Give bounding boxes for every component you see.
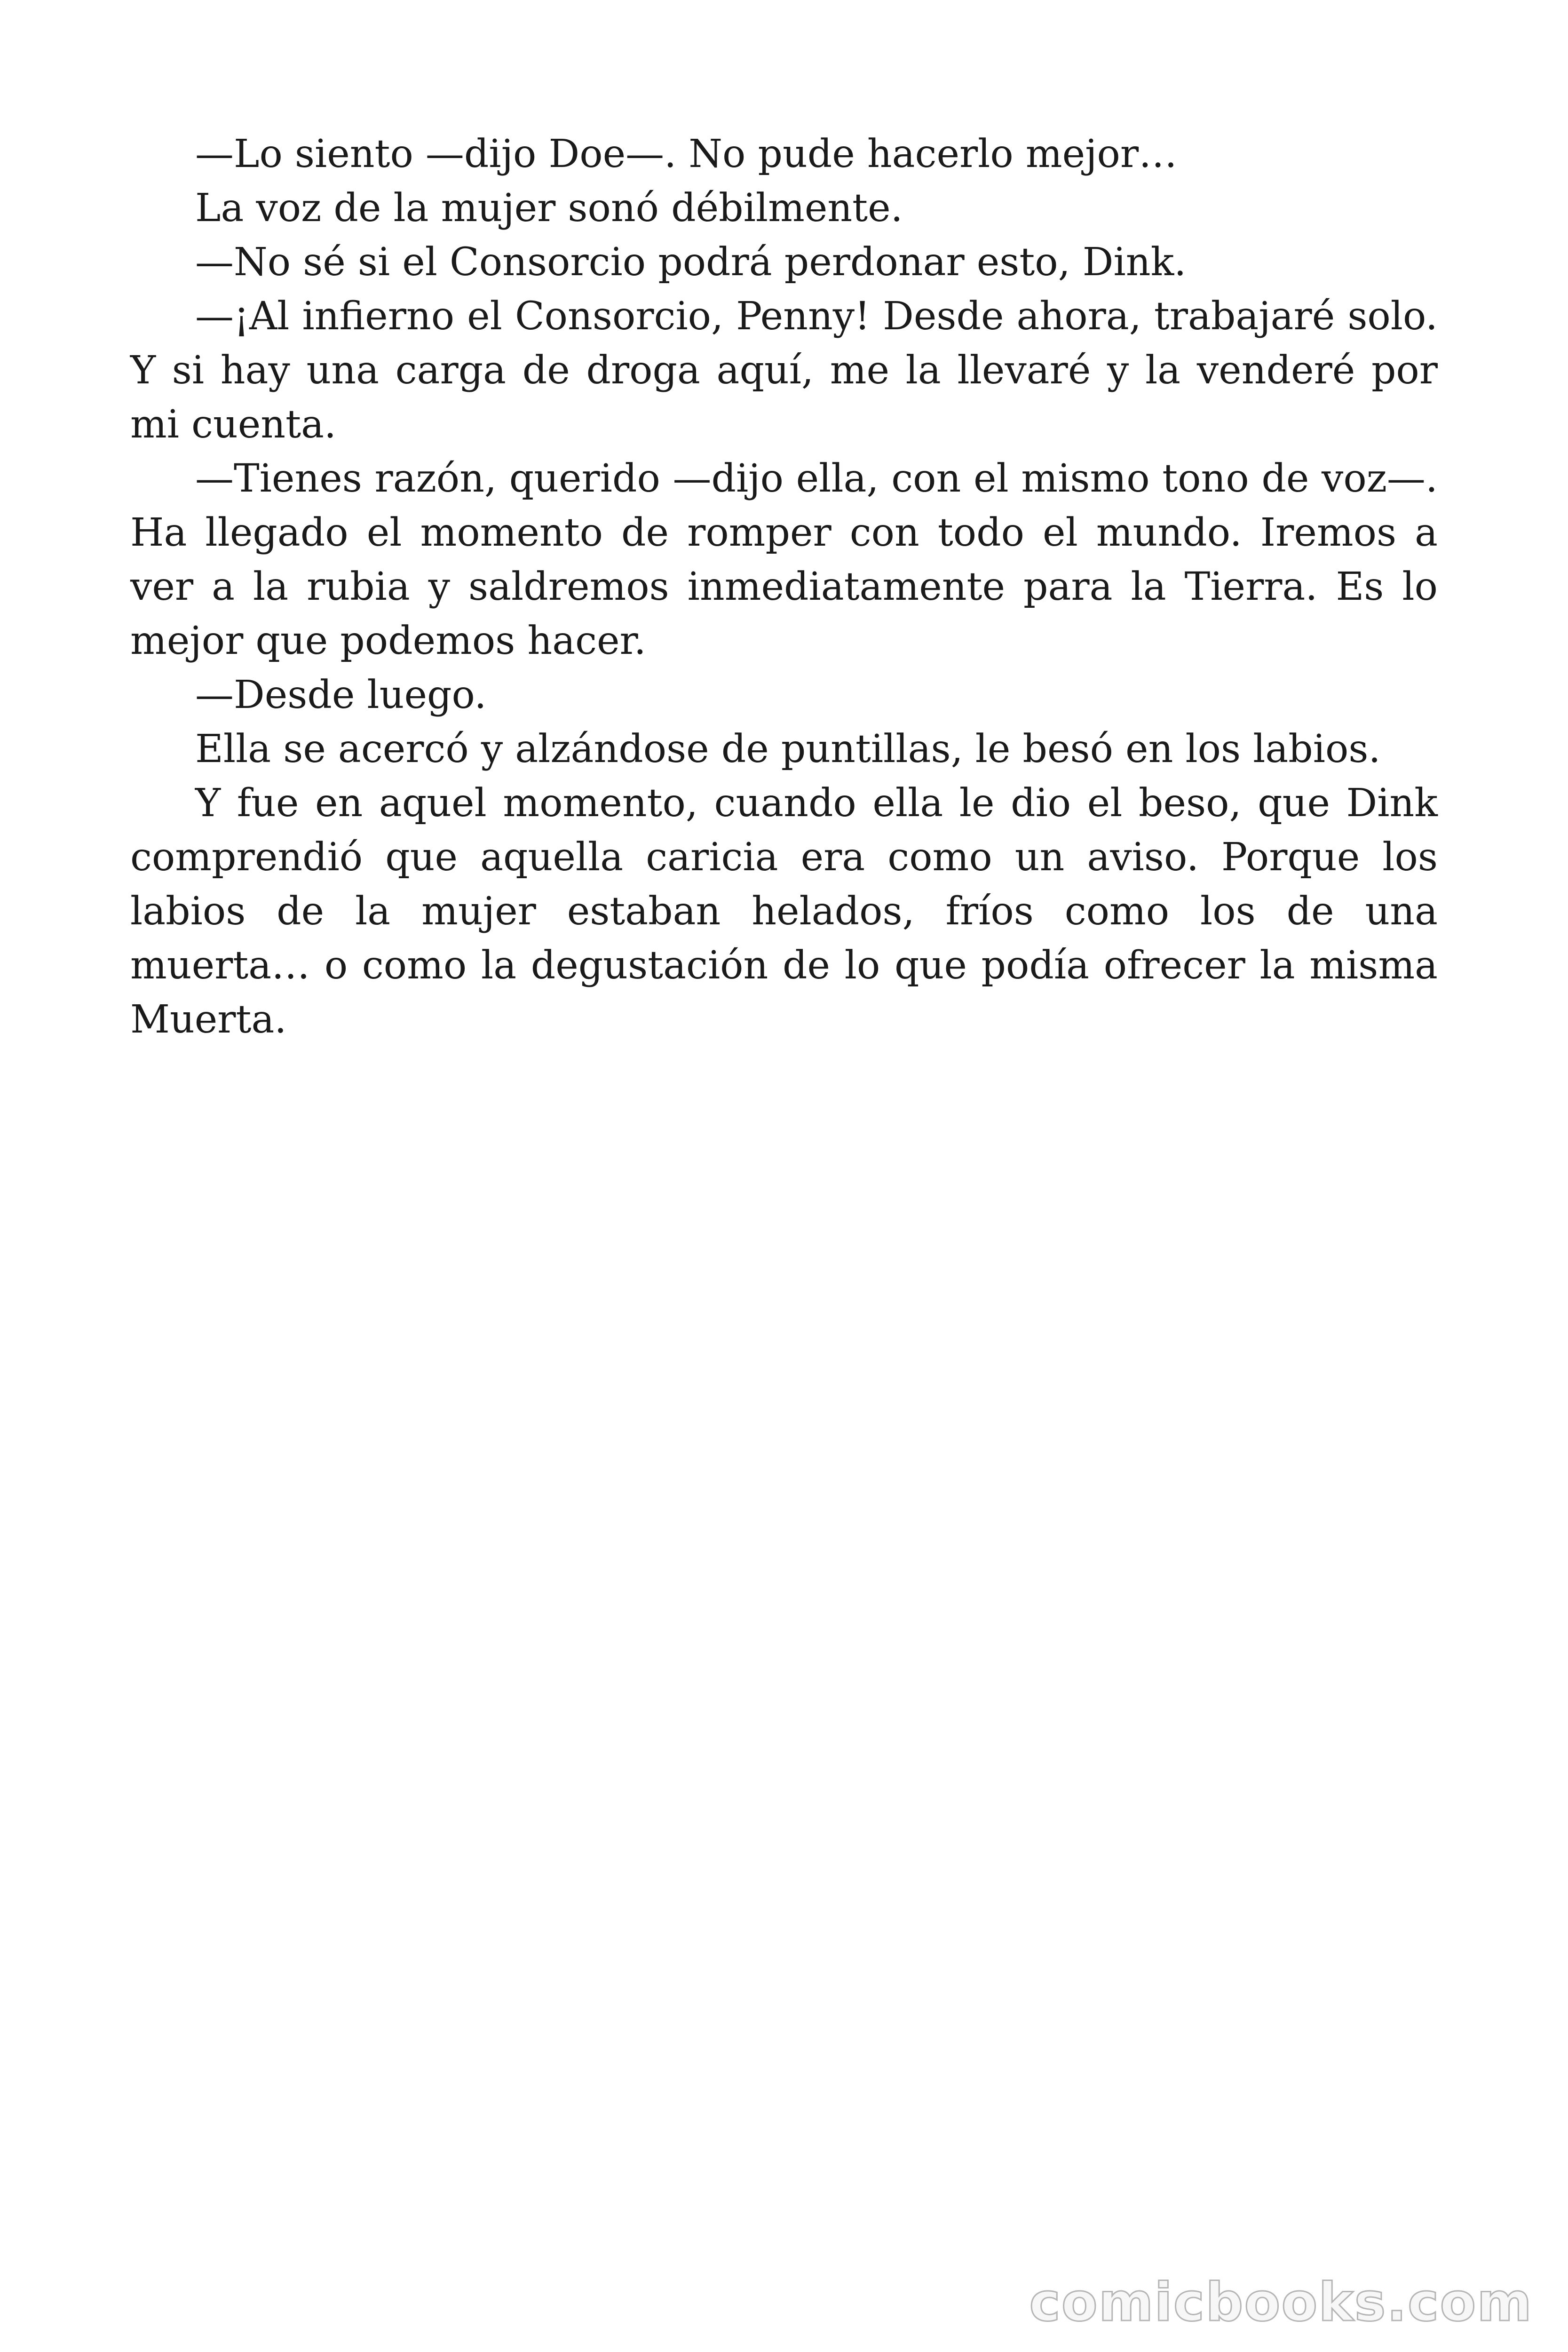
paragraph: Y fue en aquel momento, cuando ella le dio el beso, que Dink comprendió que aquella caricia era como un aviso. Porque los labios de la mujer estaban helados, fríos como los de una muerta… o como la degustación de lo que podía ofrecer la misma Muerta. [130, 781, 1438, 1042]
paragraph: —Lo siento —dijo Doe—. No pude hacerlo mejor… [195, 132, 1178, 176]
body-text [130, 127, 1438, 1047]
paragraph: La voz de la mujer sonó débilmente. [195, 186, 903, 230]
paragraph: Ella se acercó y alzándose de puntillas, le besó en los labios. [195, 727, 1381, 771]
paragraph: —No sé si el Consorcio podrá perdonar esto, Dink. [195, 240, 1187, 285]
paragraph: —¡Al infierno el Consorcio, Penny! Desde ahora, trabajaré solo. Y si hay una carga de droga aquí, me la llevaré y la venderé por mi cuenta. [130, 294, 1438, 447]
watermark: comicbooks.com [1029, 2272, 1533, 2333]
paragraph: —Tienes razón, querido —dijo ella, con el mismo tono de voz—. Ha llegado el momento de romper con todo el mundo. Iremos a ver a la rubia y saldremos inmediatamente para la Tierra. Es lo mejor que podemos hacer. [130, 456, 1438, 663]
paragraph: —Desde luego. [195, 673, 487, 717]
